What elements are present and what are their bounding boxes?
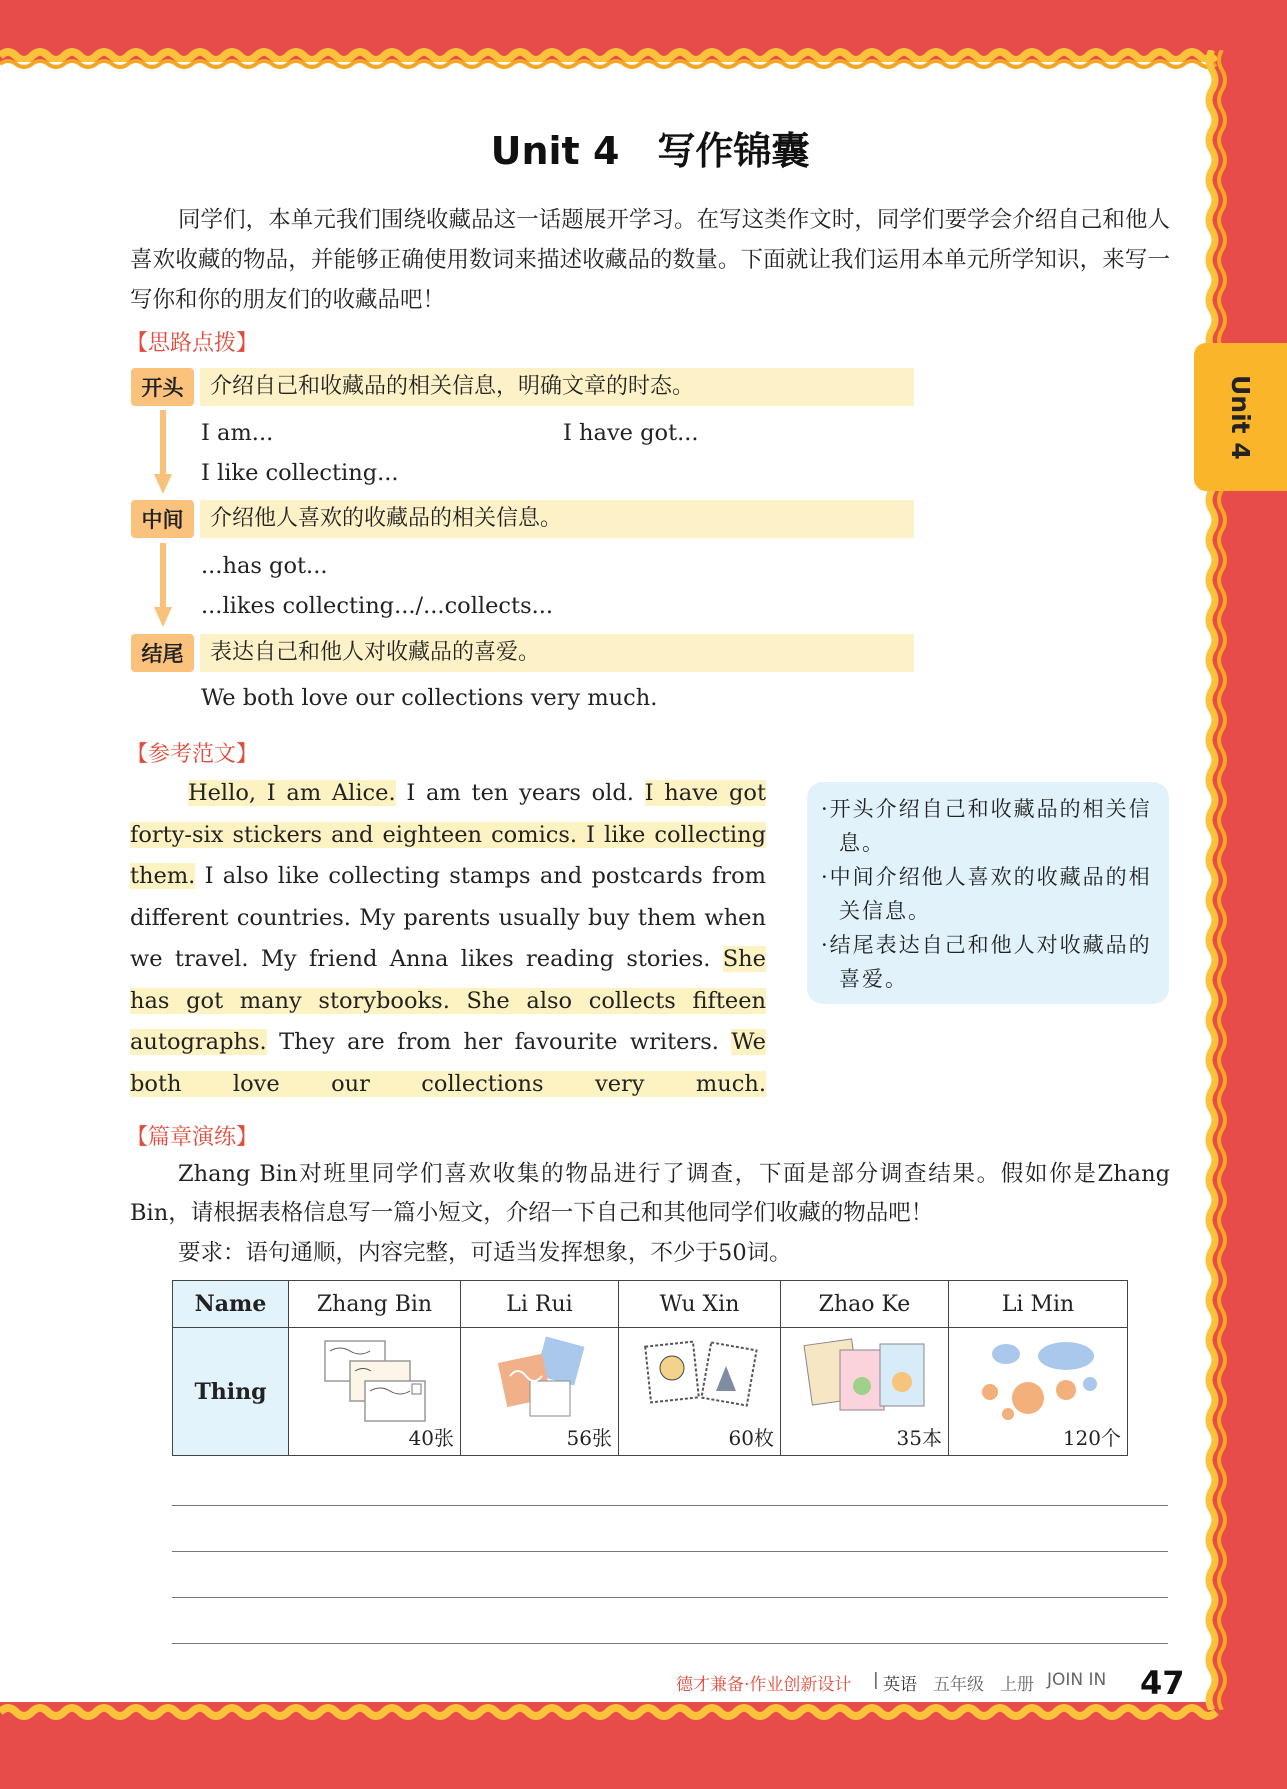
stickers-icon [490,1336,590,1426]
survey-table [172,1280,1128,1456]
flow-start-line-2: I have got... [563,420,699,446]
practice-requirement: 要求：语句通顺，内容完整，可适当发挥想象，不少于50词。 [178,1240,792,1266]
writing-line[interactable] [172,1597,1168,1598]
essay-highlight-start: Hello, I am Alice. [188,780,396,806]
flow-label-middle: 中间 [131,500,194,538]
flow-desc-end: 表达自己和他人对收藏品的喜爱。 [200,634,914,672]
tip-item: ·中间介绍他人喜欢的收藏品的相关信息。 [821,865,1152,923]
section-heading-practice: 【篇章演练】 [126,1125,259,1150]
essay-text: I also like collecting stamps and postcards from different countries. My parents usually buy them when we travel. My friend Anna likes reading stories. [130,863,766,972]
quantity-label: 60枚 [728,1426,774,1450]
intro-paragraph: 同学们，本单元我们围绕收藏品这一话题展开学习。在写这类作文时，同学们要学会介绍自己和他人喜欢收藏的物品，并能够正确使用数词来描述收藏品的数量。下面就让我们运用本单元所学知识，来写一写你和你的朋友们的收藏品吧！ [130,207,1170,313]
unit-tab-label: Unit 4 [1226,374,1255,460]
table-cell-thing [461,1328,619,1456]
quantity-label: 35本 [896,1426,942,1450]
flow-arrow-down-icon [154,410,172,495]
page-number: 47 [1140,1664,1185,1702]
flow-end-line-1: We both love our collections very much. [201,685,658,711]
table-cell-thing [949,1328,1128,1456]
essay-highlight-middle: She has got many storybooks. She also collects fifteen autographs. [130,946,766,1055]
table-cell-thing [619,1328,781,1456]
stamps-icon [640,1336,760,1416]
writing-line[interactable] [172,1643,1168,1644]
flow-desc-middle: 介绍他人喜欢的收藏品的相关信息。 [200,500,914,538]
flow-middle-line-1: ...has got... [201,553,328,579]
table-cell-name: Zhao Ke [781,1281,949,1328]
sample-essay [130,773,766,1105]
section-heading-sample: 【参考范文】 [126,742,259,767]
flow-desc-start: 介绍自己和收藏品的相关信息，明确文章的时态。 [200,368,914,406]
toys-icon [968,1336,1108,1426]
practice-prompt: Zhang Bin对班里同学们喜欢收集的物品进行了调查，下面是部分调查结果。假如你是Zhang Bin，请根据表格信息写一篇小短文，介绍一下自己和其他同学们收藏的物品吧！ [130,1161,1170,1226]
table-header-name: Name [173,1281,289,1328]
flow-start-line-1: I am... [201,420,274,446]
postcards-icon [320,1336,430,1426]
footer-volume: 上册 [1000,1675,1034,1695]
quantity-label: 120个 [1062,1426,1121,1450]
section-heading-thinking: 【思路点拨】 [126,331,259,356]
footer-brand: 德才兼备·作业创新设计 [676,1675,852,1695]
tip-box [807,782,1169,1004]
flow-arrow-down-icon [154,543,172,628]
quantity-label: 56张 [566,1426,612,1450]
essay-highlight-start: I have got forty-six stickers and eighteen comics. I like collecting them. [130,780,766,889]
unit-side-tab[interactable] [1194,343,1287,491]
table-cell-thing [289,1328,461,1456]
writing-line[interactable] [172,1551,1168,1552]
essay-highlight-end: We both love our collections very much. [130,1029,766,1097]
essay-text: I am ten years old. [395,780,645,806]
top-wave-border-inner [0,54,1287,74]
table-cell-name: Zhang Bin [289,1281,461,1328]
right-wave-border [1204,50,1230,1710]
flow-label-start: 开头 [131,368,194,406]
comics-icon [800,1336,930,1426]
table-cell-name: Wu Xin [619,1281,781,1328]
tip-item: ·结尾表达自己和他人对收藏品的喜爱。 [821,933,1152,991]
table-cell-name: Li Rui [461,1281,619,1328]
table-cell-thing [781,1328,949,1456]
flow-middle-line-2: ...likes collecting.../...collects... [201,593,554,619]
writing-line[interactable] [172,1505,1168,1506]
flow-label-end: 结尾 [131,634,194,672]
table-cell-name: Li Min [949,1281,1128,1328]
essay-text: They are from her favourite writers. [266,1029,732,1055]
page-title: Unit 4 写作锦囊 [490,129,810,173]
bottom-wave-border [0,1700,1287,1730]
table-header-thing: Thing [173,1328,289,1456]
tip-item: ·开头介绍自己和收藏品的相关信息。 [821,797,1152,855]
footer-grade: 五年级 [933,1675,984,1695]
quantity-label: 40张 [408,1426,454,1450]
footer-subject: 英语 [883,1675,917,1695]
flow-start-line-3: I like collecting... [201,460,399,486]
footer-series: JOIN IN [1047,1670,1107,1690]
